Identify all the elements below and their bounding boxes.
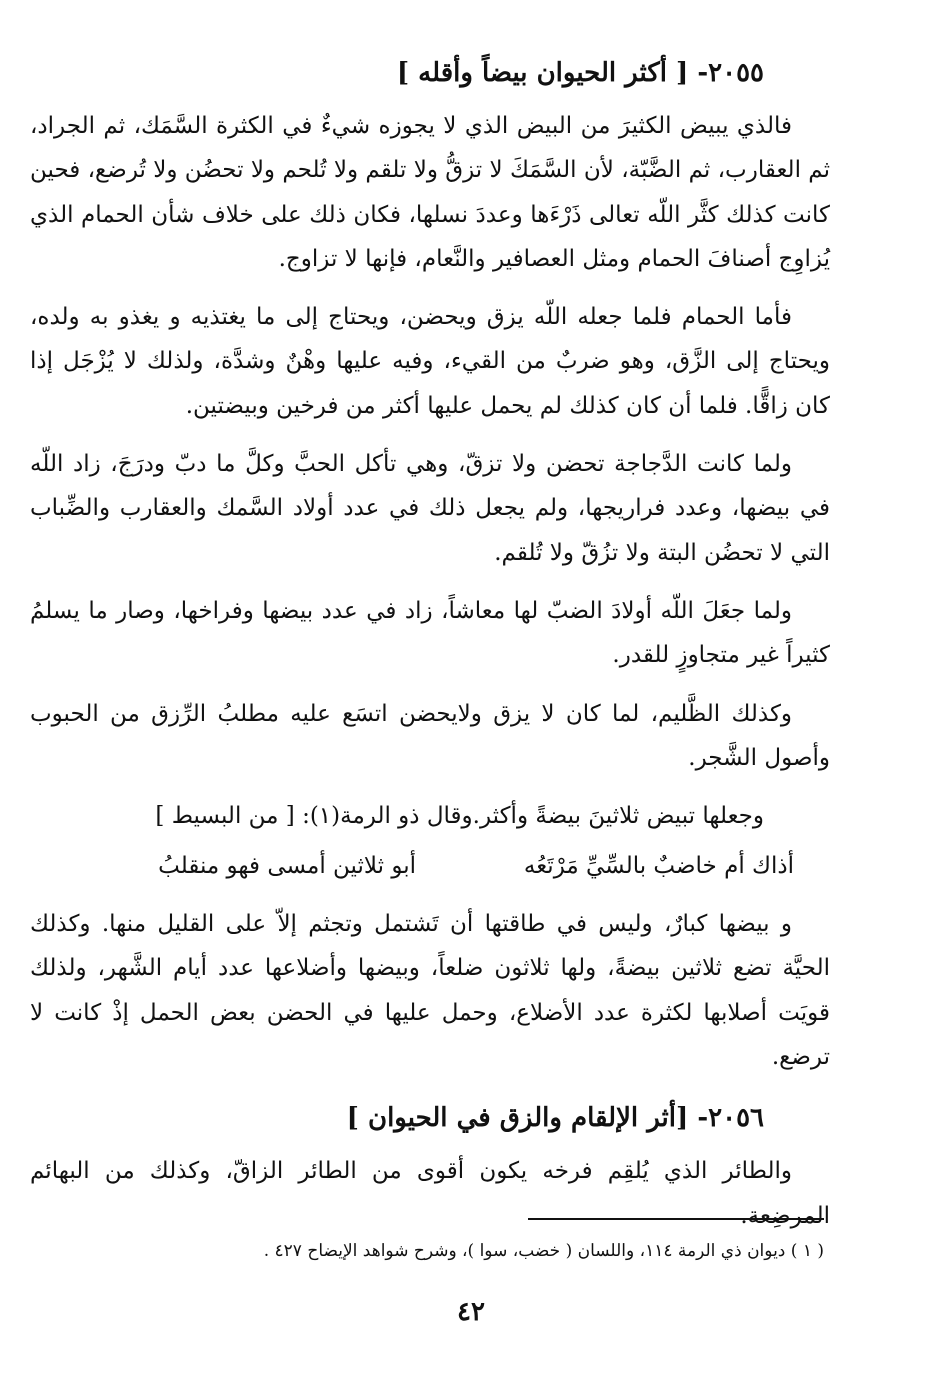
paragraph-2: فأما الحمام فلما جعله اللّه يزق ويحضن، ويحتاج إلى ما يغتذيه و يغذو به ولده، ويحتاج إلى الزَّق، وهو ضربٌ من القيء، وفيه عليها وهْنٌ وشدَّة، ولذلك لا يُزْجَل إذا كان زاقًّا. فلما أن كان كذلك لم يحمل عليها أكثر من فرخين وبيضتين. — [30, 304, 830, 419]
section-heading-2056: ٢٠٥٦- [أثر الإلقام والزق في الحيوان ] — [346, 1103, 764, 1134]
paragraph-5: وكذلك الظَّليم، لما كان لا يزق ولايحضن اتسَع عليه مطلبُ الرِّزق من الحبوب وأصول الشَّجر. — [30, 700, 830, 771]
page-body — [30, 48, 830, 1252]
footnote-divider — [528, 1218, 824, 1220]
paragraph-6: و بيضها كبارٌ، وليس في طاقتها أن تَشتمل وتجثم إلاّ على القليل منها. وكذلك الحيَّة تضع ثلاثين بيضةً، ولها ثلاثون ضلعاً، وبيضها وأضلاعها عدد أيام الشَّهر، ولذلك قويَت أصلابها لكثرة عدد الأضلاع، وحمل عليها في الحضن بعض الحمل إذْ كانت لا ترضع. — [30, 911, 830, 1071]
verse-second-half: أبو ثلاثين أمسى فهو منقلبُ — [158, 853, 416, 880]
page-number: ٤٢ — [457, 1297, 485, 1327]
paragraph-1: فالذي يبيض الكثيرَ من البيض الذي لا يجوزه شيءٌ في الكثرة السَّمَك، ثم الجراد، ثم العقارب، ثم الضَّبّة، لأن السَّمَكَ لا تزقُّ ولا تلقم ولا تُلحم ولا تحضُن ولا تُرضع، فحين كانت كذلك كثَّر اللّه تعالى ذَرْءَها وعددَ نسلها، فكان ذلك على خلاف شأن الحمام الذي يُزاوِج أصنافَ الحمام ومثل العصافير والنَّعام، فإنها لا تزاوج. — [30, 113, 830, 272]
poetry-verse — [30, 844, 830, 888]
section-heading-2055: ٢٠٥٥- [ أكثر الحيوان بيضاً وأقله ] — [396, 58, 764, 88]
verse-first-half: أذاك أم خاضبٌ بالسِّيِّ مَرْتَعُه — [523, 853, 794, 880]
footnote: ( ١ ) ديوان ذي الرمة ١١٤، واللسان ( خضب، سوا )، وشرح شواهد الإيضاح ٤٢٧ . — [263, 1241, 824, 1261]
paragraph-3: ولما كانت الدَّجاجة تحضن ولا تزقّ، وهي تأكل الحبَّ وكلَّ ما دبّ ودرَجَ، زاد اللّه في بيضها، وعدد فراريجها، ولم يجعل ذلك في عدد أولاد السَّمك والعقارب والضِّباب التي لا تحضُن البتة ولا تزُقّ ولا تُلقم. — [30, 451, 830, 566]
verse-intro: وجعلها تبيض ثلاثينَ بيضةً وأكثر.وقال ذو الرمة(١): [ من البسيط ] — [155, 803, 764, 830]
paragraph-4: ولما جعَلَ اللّه أولادَ الضبّ لها معاشاً، زاد في عدد بيضها وفراخها، وصار ما يسلمُ كثيراً غير متجاوزٍ للقدر. — [30, 597, 830, 669]
paragraph-7: والطائر الذي يُلقِم فرخه يكون أقوى من الطائر الزاقّ، وكذلك من البهائم المرضِعة. — [30, 1158, 830, 1229]
